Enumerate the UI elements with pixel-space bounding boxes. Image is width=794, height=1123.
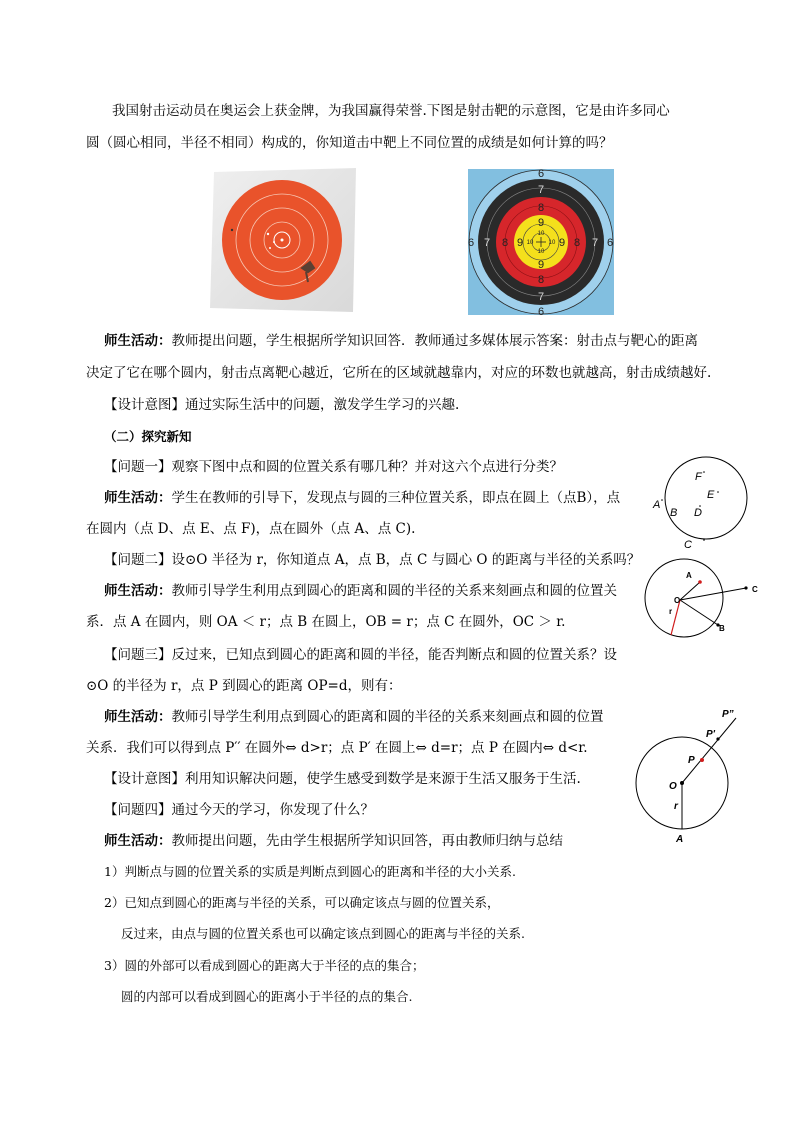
intro-line-1: 我国射击运动员在奥运会上获金牌，为我国赢得荣誉.下图是射击靶的示意图，它是由许多同心 [112, 103, 670, 119]
design-intent-2: 【设计意图】利用知识解决问题，使学生感受到数学是来源于生活又服务于生活. [104, 771, 581, 787]
point-label-B: B [719, 624, 725, 633]
paper-target-photo [210, 168, 358, 314]
ring-label-top-8: 8 [537, 202, 545, 214]
design-intent-1: 【设计意图】通过实际生活中的问题，激发学生学习的兴趣. [104, 397, 460, 413]
ring-label-top-9: 9 [537, 217, 545, 229]
activity-text: 教师引导学生利用点到圆心的距离和圆的半径的关系来刻画点和圆的位置 [171, 709, 604, 725]
activity1-line1 [104, 331, 698, 351]
activity3-line2: 系．点 A 在圆内，则 OA ＜ r；点 B 在圆上，OB = r；点 C 在圆外，OC ＞ r. [86, 614, 566, 630]
activity4-line1 [104, 707, 604, 727]
ring-label-left-8: 8 [501, 237, 509, 249]
intro-line-2: 圆（圆心相同，半径不相同）构成的，你知道击中靶上不同位置的成绩是如何计算的吗？ [86, 135, 613, 151]
activity-text: 教师提出问题，先由学生根据所学知识回答，再由教师归纳与总结 [171, 833, 563, 849]
center-label-O: O [669, 781, 677, 792]
point-label-P: P [688, 755, 695, 766]
activity4-line2: 关系．我们可以得到点 P′′ 在圆外⇔ d>r；点 P′ 在圆上⇔ d=r；点 P 在圆内⇔ d<r. [86, 740, 588, 756]
activity-label: 师生活动： [104, 709, 172, 725]
activity1-line2: 决定了它在哪个圆内，射击点离靶心越近，它所在的区域就越靠内，对应的环数也就越高，射击成绩越好. [86, 365, 712, 381]
figure-op-circle [636, 705, 766, 845]
question-1: 【问题一】观察下图中点和圆的位置关系有哪几种？并对这六个点进行分类？ [104, 459, 563, 475]
ring-label-left-9: 9 [516, 237, 524, 249]
activity-label: 师生活动： [104, 490, 172, 506]
summary-2b: 反过来，由点与圆的位置关系也可以确定该点到圆心的距离与半径的关系. [121, 926, 525, 941]
point-label-C: C [752, 585, 758, 594]
summary-1: 1）判断点与圆的位置关系的实质是判断点到圆心的距离和半径的大小关系. [104, 864, 516, 879]
activity-text: 教师提出问题，学生根据所学知识回答．教师通过多媒体展示答案：射击点与靶心的距离 [171, 333, 698, 349]
question-4: 【问题四】通过今天的学习，你发现了什么？ [104, 802, 374, 818]
figure-distance-circle [644, 558, 774, 640]
point-label-P-prime: P' [706, 729, 716, 740]
activity-text: 教师引导学生利用点到圆心的距离和圆的半径的关系来刻画点和圆的位置关 [171, 583, 617, 599]
activity3-line1 [104, 581, 617, 601]
center-label-O: O [674, 596, 681, 605]
ring-label-right-10: 10 [548, 240, 556, 246]
point-label-A: A [653, 499, 661, 511]
radius-label-r: r [674, 801, 678, 812]
ring-label-bottom-8: 8 [537, 274, 545, 286]
ring-label-top-10: 10 [537, 231, 545, 237]
ring-label-left-10: 10 [526, 240, 534, 246]
activity2-line1 [104, 488, 620, 508]
archery-target-photo [468, 169, 614, 315]
activity-label: 师生活动： [104, 583, 172, 599]
figure-points-circle [648, 450, 758, 550]
point-label-D: D [694, 507, 702, 519]
point-label-P-double-prime: P” [722, 709, 734, 720]
activity-label: 师生活动： [104, 833, 172, 849]
ring-label-bottom-10: 10 [537, 249, 545, 255]
ring-label-bottom-9: 9 [537, 259, 545, 271]
ring-label-right-6: 6 [606, 237, 614, 249]
question-2: 【问题二】设⊙O 半径为 r，你知道点 A，点 B，点 C 与圆心 O 的距离与半径的关系吗？ [104, 552, 641, 568]
activity5-line1 [104, 831, 563, 851]
summary-2a: 2）已知点到圆心的距离与半径的关系，可以确定该点与圆的位置关系， [104, 895, 500, 910]
point-label-F: F [695, 471, 702, 483]
question-3-line1: 【问题三】反过来，已知点到圆心的距离和圆的半径，能否判断点和圆的位置关系？设 [104, 647, 617, 663]
radius-label-r: r [669, 607, 673, 616]
point-label-C: C [684, 539, 692, 551]
activity-label: 师生活动： [104, 333, 172, 349]
ring-label-right-7: 7 [591, 237, 599, 249]
ring-label-right-8: 8 [573, 237, 581, 249]
question-3-line2: ⊙O 的半径为 r，点 P 到圆心的距离 OP=d，则有： [86, 678, 402, 694]
ring-label-top-7: 7 [537, 184, 545, 196]
point-label-A: A [676, 834, 684, 845]
ring-label-left-6: 6 [468, 237, 475, 249]
summary-3a: 3）圆的外部可以看成到圆心的距离大于半径的点的集合； [104, 958, 425, 973]
ring-label-bottom-6: 6 [537, 306, 545, 315]
ring-label-right-9: 9 [558, 237, 566, 249]
point-label-E: E [707, 489, 715, 501]
point-label-A: A [686, 571, 692, 580]
summary-3b: 圆的内部可以看成到圆心的距离小于半径的点的集合. [121, 989, 413, 1004]
ring-label-bottom-7: 7 [537, 291, 545, 303]
point-label-B: B [670, 507, 678, 519]
activity2-line2: 在圆内（点 D、点 E、点 F)，点在圆外（点 A、点 C). [86, 521, 416, 537]
ring-label-left-7: 7 [483, 237, 491, 249]
ring-label-top-6: 6 [537, 169, 545, 180]
activity-text: 学生在教师的引导下，发现点与圆的三种位置关系，即点在圆上（点B），点 [171, 490, 621, 506]
section-heading-explore: （二）探究新知 [104, 429, 192, 444]
